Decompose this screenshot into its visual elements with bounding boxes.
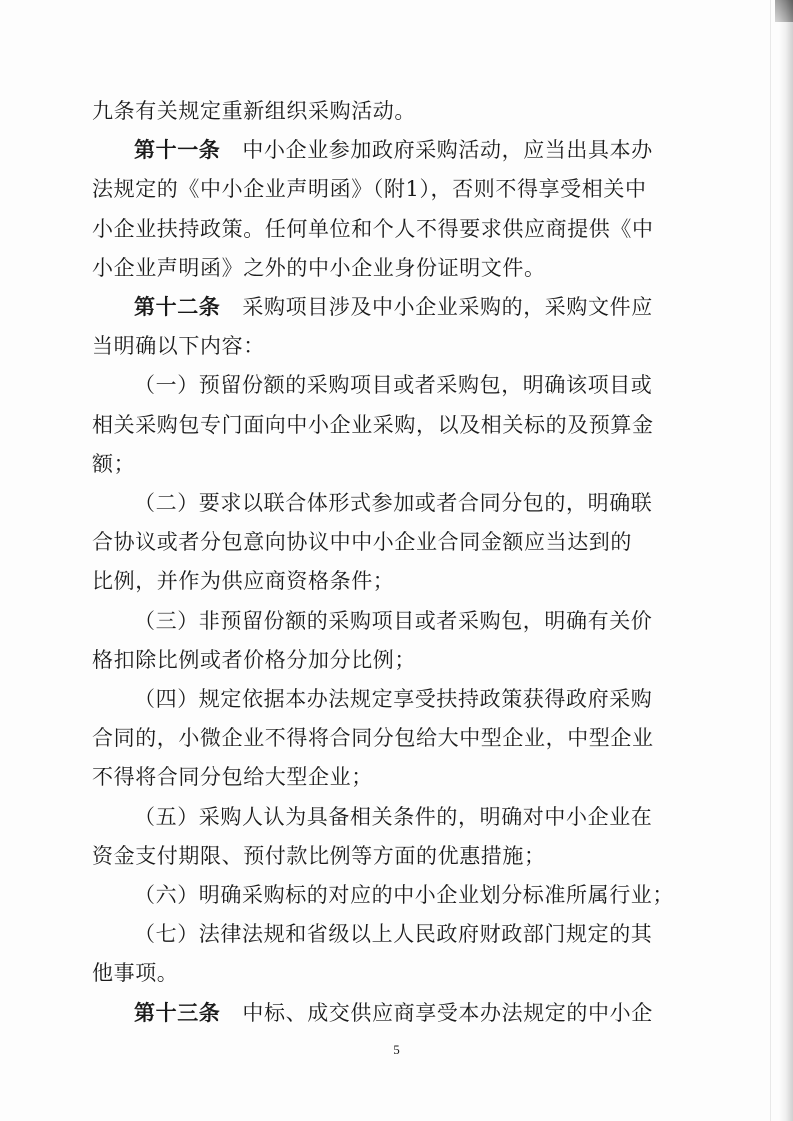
line-text: 当明确以下内容： [92,334,265,359]
text-line [92,527,632,557]
line-text: 他事项。 [92,961,179,986]
article-heading-line [134,292,653,322]
text-line [134,488,652,518]
article-heading-line [134,135,653,165]
line-text: （六）明确采购标的对应的中小企业划分标准所属行业； [134,883,674,907]
article-number: 第十一条 [134,138,221,163]
text-line [134,684,652,714]
text-line [92,566,394,596]
text-line [92,449,135,479]
text-line [134,880,674,910]
scan-edge-line [770,0,771,1121]
text-line [92,958,178,988]
line-text: 小企业声明函》之外的中小企业身份证明文件。 [92,255,546,280]
line-text: 小企业扶持政策。任何单位和个人不得要求供应商提供《中 [92,216,654,241]
line-text: （五）采购人认为具备相关条件的，明确对中小企业在 [134,804,653,829]
line-text: 合协议或者分包意向协议中中小企业合同金额应当达到的 [92,530,632,555]
text-line [92,645,416,675]
text-line [92,174,647,204]
line-text: 采购项目涉及中小企业采购的，采购文件应 [242,295,653,319]
article-number: 第十三条 [134,1000,221,1025]
text-line [134,606,652,636]
text-line [92,253,546,283]
line-text: 法规定的《中小企业声明函》（附1），否则不得享受相关中 [92,177,647,202]
text-line [134,370,652,400]
text-line [92,762,373,792]
line-text: 比例，并作为供应商资格条件； [92,569,395,594]
line-text: 合同的，小微企业不得将合同分包给大中型企业，中型企业 [92,726,654,751]
line-text: （一）预留份额的采购项目或者采购包，明确该项目或 [134,373,653,398]
text-line [92,841,546,871]
page-number: 5 [393,1042,400,1057]
line-text: （四）规定依据本办法规定享受扶持政策获得政府采购 [134,687,653,711]
article-number: 第十二条 [134,295,221,319]
text-line [92,96,416,126]
text-line [92,214,654,244]
line-text: 格扣除比例或者价格分加分比例； [92,647,416,672]
line-text: 资金支付期限、预付款比例等方面的优惠措施； [92,843,546,868]
scan-edge-shadow [779,0,793,1121]
line-text: 中小企业参加政府采购活动，应当出具本办 [242,138,653,163]
scan-corner-mark [775,0,793,22]
line-text: （七）法律法规和省级以上人民政府财政部门规定的其 [134,922,653,947]
text-line [92,723,654,753]
line-text: 额； [92,451,136,476]
text-line [92,410,654,440]
text-line [92,331,265,361]
line-text: 相关采购包专门面向中小企业采购，以及相关标的及预算金 [92,412,654,437]
line-text: （三）非预留份额的采购项目或者采购包，明确有关价 [134,608,653,633]
line-text: 不得将合同分包给大型企业； [92,765,373,790]
text-line [134,802,652,832]
article-heading-line [134,998,653,1028]
text-line [134,919,652,949]
line-text: （二）要求以联合体形式参加或者合同分包的，明确联 [134,491,653,515]
line-text: 中标、成交供应商享受本办法规定的中小企 [242,1000,653,1025]
line-text: 九条有关规定重新组织采购活动。 [92,99,416,123]
